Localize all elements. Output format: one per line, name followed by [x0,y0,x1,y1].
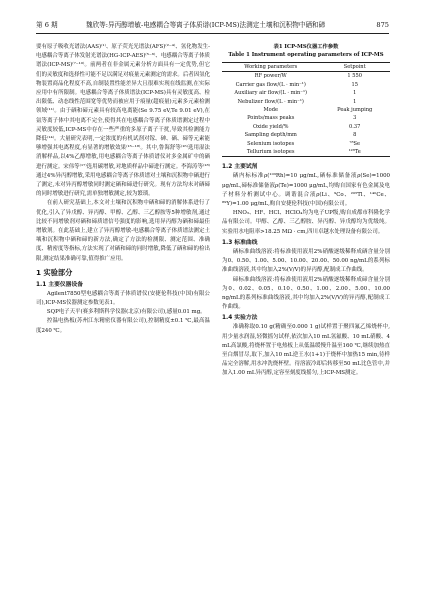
body-paragraph: 控温电热板(苏州江东精密仪器有限公司),控制精度±0.1 ℃,最高温度240 ℃。 [36,318,210,334]
body-paragraph: 准确称取0.10 g(精确至0.000 1 g)试样置于聚四氟乙烯烧杯中,用少量水润湿,轻微摇匀试样,依次加入10 mL氢氟酸、10 mL硝酸、4 mL高氯酸,将烧杯置于电热板上从低温缓慢升温至160 ℃,继续加热直至白烟冒尽,取下,加入10 mL逆王水(1+1)于烧杯中加热15 min,待样品完全溶解,用水冲洗烧杯壁。待溶液冷却后转移至50 mL比色管中,并加入1.00 mL异丙醇,定容至刻度线摇匀,上ICP-MS测定。 [222,324,390,377]
value-cell: 0.37 [349,123,361,130]
table-row [222,89,390,97]
parameters-table [222,62,390,157]
body-paragraph: 硒标准曲线溶液:将标准使用液用2%硝酸逐级稀释成硒含量分别为0、0.50、1.00、5.00、10.00、20.00、50.00 ng/mL的系列标准曲线溶液,其中均加入2%(V/V)的异丙醇,配制成工作曲线。 [222,248,390,274]
body-paragraph: 硒内标标准ρ(¹⁰³Rh)=10 μg/mL,硒标准储备液ρ(Se)=1000 μg/mL,碲标准储备液ρ(Te)=1000 μg/mL,均购自国家有色金属及电子材料分析测试中心。调谐混合液ρ(Li、⁹Co、²⁰⁵Tl、¹⁴⁰Ce、⁸⁹Y)=1.00 μg/mL,购自安捷伦科技(中国)有限公司。 [222,173,390,208]
subsection-heading: 1.4 实验方法 [222,315,258,322]
param-cell: Points/mass peaks [247,115,295,122]
body-paragraph: SQP电子天平(赛多利斯科学仪器(北京)有限公司),感量0.01 mg。 [46,309,206,316]
param-cell: Tellurium isotopes [246,149,295,156]
param-cell: Auxiliary air flow/(L · min⁻¹) [234,90,308,97]
param-cell: Mode [263,107,278,114]
table-row [222,123,390,131]
table-row [222,131,390,139]
value-cell: 15 [351,81,358,88]
param-cell: Sampling depth/mm [244,132,297,139]
header-cell: Working parameters [244,64,298,70]
value-cell: 1 550 [347,73,363,80]
param-cell: RF power/W [254,73,287,80]
running-title: 魏欣等:异丙醇增敏-电感耦合等离子体质谱(ICP-MS)法测定土壤和沉积物中硒和碲 [86,21,326,29]
header-rule [36,33,389,34]
subsection-heading: 1.1 主要仪器设备 [36,281,84,288]
subsection-heading: 1.3 标准曲线 [222,239,258,246]
table-row [222,72,390,81]
body-paragraph: 碲标准曲线溶液:将标准使用液用2%硝酸逐级稀释成碲含量分别为0、0.02、0.05、0.10、0.50、1.00、2.00、5.00、10.00 ng/mL的系列标准曲线溶液,其中均加入2%(V/V)的异丙醇,配制成工作曲线。 [222,276,390,311]
table-header-row [222,63,390,72]
value-cell: 3 [353,115,357,122]
subsection-heading: 1.2 主要试剂 [222,164,258,171]
param-cell: Carrier gas flow/(L · min⁻¹) [235,81,306,88]
table-row [222,106,390,114]
page-number: 875 [376,21,389,29]
table-row [222,98,390,106]
body-paragraph: HNO₃、HF、HCl、HClO₄均为电子UP级,购自成都市科隆化学品有限公司。甲醇、乙醇、三乙醇胺、异丙醇、异戊醇均为优级纯。实验用水电阻率>18.25 MΩ · cm,四川卓越水处理设备有限公司。 [222,210,390,235]
table-row [222,81,390,89]
param-cell: Oxide yield/% [252,123,289,130]
value-cell: ¹²⁶Te [348,149,361,156]
value-cell: Peak jumping [337,107,373,114]
value-cell: 8 [353,132,357,139]
body-paragraph: 要有原子吸收光谱法(AAS)⁽¹⁾、原子荧光光谱法(AFS)⁽²⁻⁴⁾、氢化物发生-电感耦合等离子体发射光谱法(HG-ICP-AES)⁽⁵⁻⁶⁾、电感耦合等离子体质谱法(ICP-MS)⁽⁷⁻¹⁰⁾。前两者在非金属元素分析方面具有一定优势,但它们的灵敏度和选择性可能不足以满足对痕量元素测定的需求。后者因氢化物装置商品化程度不高,自制装置性能差异大且很难实现在线监测,在实际应用中有所限制。电感耦合等离子体质谱法(ICP-MS)具有灵敏度高、检出限低、动态线性范围宽等优势而被应用于痕量(超痕量)元素多元素检测领域⁽¹¹⁾。由于硒和碲元素具有较高电离能(Se 9.75 eV,Te 9.01 eV),在氩等离子体中其电离不完全,使得其在电感耦合等离子体质谱测定过程中灵敏度较低,ICP-MS中存在一些严重的多原子离子干扰,导致其检测能力降低⁽¹⁴⁾。大量研究表明,一定浓度的有机试剂对镓、砷、硒、碲等元素能够增强其电离程度,有显著的增敏效果⁽¹⁵⁻¹⁸⁾。其中,鲁海舒等⁽¹⁶⁾选用湿法消解样品,以4%乙醇增敏,用电感耦合等离子体质谱仪对多金属矿中的硒进行测定。宋伟等⁽¹⁷⁾选用碳增敏,对地质样品中碲进行测定。李海涛等⁽¹⁸⁾通过4%异丙醇增敏,采用电感耦合等离子体质谱对土壤和沉积物中硒进行了测定,未对异丙醇增敏同时测定硒和碲进行研究。现有方法均未对硒碲的同时增敏进行研究,需单独增敏测定,较为繁琐。 [36,44,211,198]
param-cell: Nebulizer flow/(L · min⁻¹) [237,98,304,105]
header-cell: Setpoint [343,64,366,70]
table-caption-en: Table 1 Instrument operating parameters of ICP-MS [228,52,384,58]
value-cell: 1 [353,98,357,105]
param-cell: Selenium isotopes [247,140,295,147]
body-paragraph: 在前人研究基础上,本文对土壤和沉积物中硒和碲的消解体系进行了优化,引入了异戊醇、异丙醇、甲醇、乙醇、三乙醇胺等5种增敏剂,通过比较不同增敏剂对硒和碲质谱信号强度的影响,选用异丙醇为硒和碲最佳增敏剂。在此基础上,建立了异丙醇增敏-电感耦合等离子体质谱法测定土壤和沉积物中硒和碲的新方法,确定了方法的检测限、测定范围、准确度、精密度等指标,方法实现了对硒和碲的同时增敏,降低了硒和碲的检出限,测定结果准确可靠,值得推广应用。 [36,200,210,262]
left-column [36,43,210,336]
value-cell: ⁷⁸Se [349,140,361,147]
table-row [222,114,390,122]
issue-label: 第 6 期 [36,21,58,29]
body-paragraph: Agilent7850型电感耦合等离子体质谱仪(安捷伦科技(中国)有限公司),ICP-MS仪器测定参数见表1。 [36,290,210,307]
right-column [222,43,390,379]
table-row [222,148,390,157]
table-row [222,140,390,148]
running-header [36,19,389,31]
table-caption-cn: 表1 ICP-MS仪器工作参数 [273,44,339,50]
section-heading: 1 实验部分 [36,267,73,277]
value-cell: 1 [353,90,357,97]
